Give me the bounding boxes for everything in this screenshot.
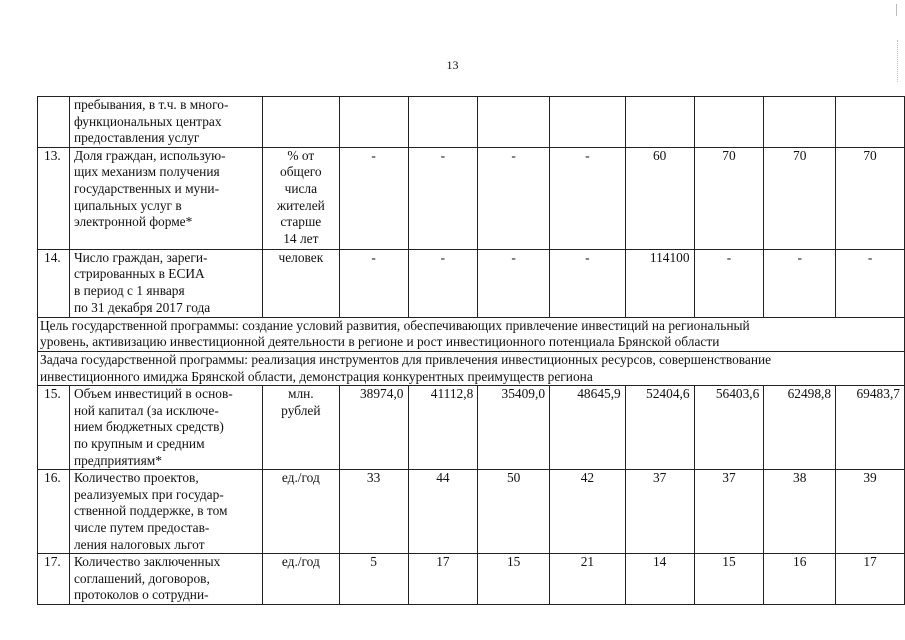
unit-cell: % от общего числа жителей старше 14 лет [262,147,339,249]
section-heading-row [38,317,905,351]
value-cell: 5 [339,554,408,605]
value-cell: 70 [836,147,905,249]
value-cell: 44 [408,470,478,554]
value-cell: 38974,0 [339,386,408,470]
value-cell: 48645,9 [550,386,626,470]
page-number: 13 [446,58,459,72]
value-cell: 17 [408,554,478,605]
value-cell: 37 [694,470,764,554]
section-heading: Цель государственной программы: создание условий развития, обеспечивающих привлечение инвестиций на региональный уровень, активизацию инвестиционной деятельности в регионе и рост инвестиционного потенциала Брянской области [38,317,905,351]
value-cell: 37 [625,470,694,554]
edge-mark [896,4,897,16]
row-number: 16. [38,470,70,554]
value-cell: - [550,147,626,249]
value-cell: - [339,249,408,317]
unit-cell: ед./год [262,554,339,605]
section-heading-row [38,351,905,385]
value-cell: 60 [625,147,694,249]
value-cell: 17 [836,554,905,605]
value-cell [550,97,626,148]
row-number: 13. [38,147,70,249]
value-cell: 21 [550,554,626,605]
value-cell [478,97,550,148]
indicator-name: Количество заключенных соглашений, договоров, протоколов о сотрудни- [69,554,262,605]
indicator-name: Объем инвестиций в основ- ной капитал (за исключе- нием бюджетных средств) по крупным и средним предприятиям* [69,386,262,470]
value-cell: - [408,147,478,249]
indicator-name: пребывания, в т.ч. в много- функциональных центрах предоставления услуг [69,97,262,148]
value-cell: - [764,249,836,317]
value-cell: 38 [764,470,836,554]
unit-cell: ед./год [262,470,339,554]
value-cell: 70 [764,147,836,249]
value-cell: 15 [478,554,550,605]
value-cell: 14 [625,554,694,605]
value-cell: 42 [550,470,626,554]
value-cell: 39 [836,470,905,554]
table-row [38,97,905,148]
table-row [38,249,905,317]
value-cell: 41112,8 [408,386,478,470]
value-cell: - [836,249,905,317]
table-row [38,386,905,470]
indicator-name: Доля граждан, использую- щих механизм получения государственных и муни- ципальных услуг в электронной форме* [69,147,262,249]
value-cell: 56403,6 [694,386,764,470]
indicator-name: Число граждан, зареги- стрированных в ЕСИА в период с 1 января по 31 декабря 2017 года [69,249,262,317]
value-cell: - [478,147,550,249]
unit-cell: человек [262,249,339,317]
value-cell: - [694,249,764,317]
value-cell: - [408,249,478,317]
indicators-table [37,96,905,605]
value-cell [625,97,694,148]
unit-cell [262,97,339,148]
value-cell: 114100 [625,249,694,317]
value-cell: 33 [339,470,408,554]
unit-cell: млн. рублей [262,386,339,470]
value-cell: 69483,7 [836,386,905,470]
value-cell: 50 [478,470,550,554]
value-cell [339,97,408,148]
value-cell [836,97,905,148]
value-cell: 15 [694,554,764,605]
table-row [38,470,905,554]
row-number [38,97,70,148]
table-row [38,147,905,249]
value-cell: - [478,249,550,317]
section-heading: Задача государственной программы: реализация инструментов для привлечения инвестиционных ресурсов, совершенствование инвестиционного имиджа Брянской области, демонстрация конкурентных преимуществ региона [38,351,905,385]
value-cell: 62498,8 [764,386,836,470]
value-cell: 35409,0 [478,386,550,470]
value-cell: 16 [764,554,836,605]
table-row [38,554,905,605]
value-cell: - [339,147,408,249]
value-cell [694,97,764,148]
value-cell [408,97,478,148]
row-number: 17. [38,554,70,605]
value-cell: 70 [694,147,764,249]
value-cell: - [550,249,626,317]
value-cell [764,97,836,148]
indicator-name: Количество проектов, реализуемых при государ- ственной поддержке, в том числе путем предостав- ления налоговых льгот [69,470,262,554]
row-number: 14. [38,249,70,317]
value-cell: 52404,6 [625,386,694,470]
row-number: 15. [38,386,70,470]
